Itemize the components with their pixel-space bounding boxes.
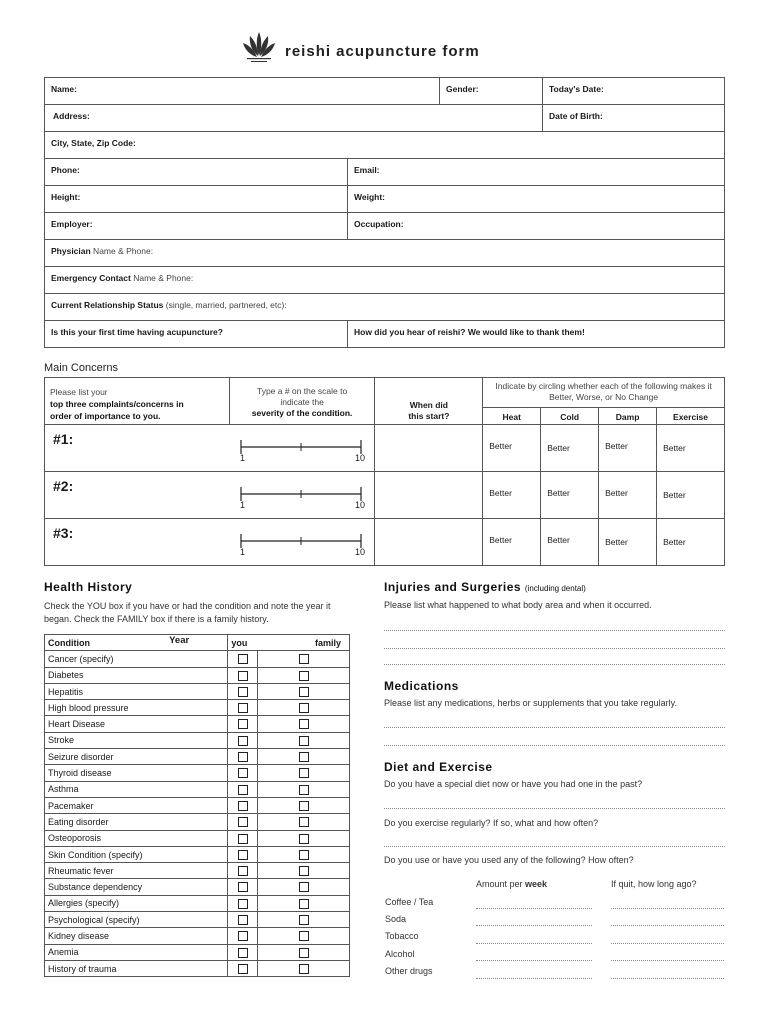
- heat-better[interactable]: Better: [483, 425, 541, 472]
- year-field[interactable]: [166, 749, 228, 765]
- you-checkbox[interactable]: [238, 736, 248, 746]
- cold-col-header: Cold: [541, 407, 599, 424]
- todays-date-field[interactable]: Today's Date:: [543, 78, 725, 105]
- exercise-line[interactable]: [384, 846, 725, 847]
- exercise-better[interactable]: Better: [657, 425, 725, 472]
- family-checkbox-cell[interactable]: [258, 765, 350, 781]
- table-row: [45, 863, 350, 879]
- dob-field[interactable]: Date of Birth:: [543, 105, 725, 132]
- heat-better[interactable]: Better: [483, 472, 541, 519]
- you-checkbox-cell[interactable]: [228, 765, 258, 781]
- table-row: [45, 749, 350, 765]
- concern-row-2[interactable]: #2: 1 10: [45, 472, 375, 519]
- condition-name: Pacemaker: [45, 797, 167, 813]
- severity-scale[interactable]: [240, 487, 362, 501]
- you-checkbox[interactable]: [238, 931, 248, 941]
- name-field[interactable]: Name:: [45, 78, 440, 105]
- phone-field[interactable]: Phone:: [45, 159, 348, 186]
- form-title: reishi acupuncture form: [285, 43, 480, 60]
- family-checkbox[interactable]: [299, 736, 309, 746]
- you-checkbox[interactable]: [238, 654, 248, 664]
- you-checkbox-cell[interactable]: [228, 912, 258, 928]
- condition-name: Kidney disease: [45, 928, 167, 944]
- if-quit-header: If quit, how long ago?: [611, 879, 697, 889]
- substances-question: Do you use or have you used any of the following? How often?: [384, 855, 634, 865]
- if-quit-line[interactable]: [611, 925, 724, 926]
- family-checkbox-cell[interactable]: [258, 797, 350, 813]
- family-checkbox-cell[interactable]: [258, 895, 350, 911]
- you-checkbox[interactable]: [238, 768, 248, 778]
- year-field[interactable]: [166, 928, 228, 944]
- if-quit-line[interactable]: [611, 943, 724, 944]
- year-field[interactable]: [166, 797, 228, 813]
- table-row: [45, 781, 350, 797]
- table-row: [45, 765, 350, 781]
- condition-name: Diabetes: [45, 667, 167, 683]
- year-field[interactable]: [166, 879, 228, 895]
- condition-name: Psychological (specify): [45, 912, 167, 928]
- severity-scale[interactable]: [240, 440, 362, 454]
- heat-better[interactable]: Better: [483, 519, 541, 566]
- family-checkbox-cell[interactable]: [258, 912, 350, 928]
- family-checkbox[interactable]: [299, 915, 309, 925]
- form-header: [0, 28, 770, 68]
- you-checkbox[interactable]: [238, 703, 248, 713]
- heat-col-header: Heat: [483, 407, 541, 424]
- family-checkbox-cell[interactable]: [258, 879, 350, 895]
- you-col-header: you: [228, 635, 258, 651]
- family-checkbox[interactable]: [299, 801, 309, 811]
- amount-per-week-line[interactable]: [476, 908, 592, 909]
- condition-name: Stroke: [45, 732, 167, 748]
- you-checkbox-cell[interactable]: [228, 732, 258, 748]
- year-field[interactable]: [166, 700, 228, 716]
- year-field[interactable]: [166, 765, 228, 781]
- start-field[interactable]: [375, 472, 483, 519]
- family-checkbox-cell[interactable]: [258, 749, 350, 765]
- you-checkbox-cell[interactable]: [228, 879, 258, 895]
- family-checkbox[interactable]: [299, 948, 309, 958]
- family-checkbox-cell[interactable]: [258, 683, 350, 699]
- condition-name: Cancer (specify): [45, 651, 167, 667]
- family-checkbox[interactable]: [299, 882, 309, 892]
- condition-name: High blood pressure: [45, 700, 167, 716]
- family-checkbox[interactable]: [299, 687, 309, 697]
- year-field[interactable]: [166, 830, 228, 846]
- you-checkbox[interactable]: [238, 948, 248, 958]
- cold-better[interactable]: Better: [541, 519, 599, 566]
- table-row: [45, 944, 350, 960]
- concern-row-1[interactable]: #1: 1 10: [45, 425, 375, 472]
- table-row: [45, 716, 350, 732]
- amount-per-week-line[interactable]: [476, 943, 592, 944]
- you-checkbox-cell[interactable]: [228, 830, 258, 846]
- city-field[interactable]: City, State, Zip Code:: [45, 132, 725, 159]
- you-checkbox[interactable]: [238, 817, 248, 827]
- start-col-header: When did this start?: [375, 378, 483, 425]
- table-row: [45, 928, 350, 944]
- if-quit-line[interactable]: [611, 908, 724, 909]
- you-checkbox-cell[interactable]: [228, 781, 258, 797]
- family-checkbox[interactable]: [299, 834, 309, 844]
- injuries-heading: Injuries and Surgeries (including dental): [384, 580, 586, 594]
- damp-better[interactable]: Better: [599, 425, 657, 472]
- health-history-description: Check the YOU box if you have or had the condition and note the year it began. Check the FAMILY box if there is a family history.: [44, 601, 331, 624]
- family-checkbox-cell[interactable]: [258, 700, 350, 716]
- family-checkbox[interactable]: [299, 703, 309, 713]
- year-field[interactable]: [166, 781, 228, 797]
- year-field[interactable]: [166, 895, 228, 911]
- you-checkbox[interactable]: [238, 850, 248, 860]
- cold-better[interactable]: Better: [541, 425, 599, 472]
- referral-field[interactable]: How did you hear of reishi? We would like to thank them!: [348, 321, 725, 348]
- emergency-contact-field[interactable]: Emergency Contact Name & Phone:: [45, 267, 725, 294]
- you-checkbox-cell[interactable]: [228, 700, 258, 716]
- diet-question: Do you have a special diet now or have you had one in the past?: [384, 779, 643, 789]
- you-checkbox[interactable]: [238, 899, 248, 909]
- substance-label: Coffee / Tea: [385, 897, 434, 907]
- family-checkbox-cell[interactable]: [258, 716, 350, 732]
- family-checkbox-cell[interactable]: [258, 830, 350, 846]
- condition-name: Thyroid disease: [45, 765, 167, 781]
- table-row: [45, 700, 350, 716]
- amount-per-week-line[interactable]: [476, 925, 592, 926]
- table-row: [45, 732, 350, 748]
- year-field[interactable]: [166, 944, 228, 960]
- amount-per-week-header: Amount per week: [476, 879, 548, 889]
- table-row: [45, 797, 350, 813]
- year-col-header: Year: [166, 635, 228, 651]
- start-field[interactable]: [375, 519, 483, 566]
- injuries-line[interactable]: [384, 664, 725, 665]
- condition-name: Substance dependency: [45, 879, 167, 895]
- condition-name: Seizure disorder: [45, 749, 167, 765]
- table-row: [45, 683, 350, 699]
- family-checkbox[interactable]: [299, 817, 309, 827]
- you-checkbox[interactable]: [238, 882, 248, 892]
- height-field[interactable]: Height:: [45, 186, 348, 213]
- family-checkbox[interactable]: [299, 850, 309, 860]
- year-field[interactable]: [166, 960, 228, 976]
- family-checkbox-cell[interactable]: [258, 667, 350, 683]
- family-checkbox[interactable]: [299, 964, 309, 974]
- family-checkbox-cell[interactable]: [258, 781, 350, 797]
- condition-name: Allergies (specify): [45, 895, 167, 911]
- exercise-question: Do you exercise regularly? If so, what and how often?: [384, 818, 599, 828]
- table-row: [45, 814, 350, 830]
- year-field[interactable]: [166, 683, 228, 699]
- relationship-status-field[interactable]: Current Relationship Status (single, married, partnered, etc):: [45, 294, 725, 321]
- health-history-table: [44, 634, 350, 977]
- substance-label: Alcohol: [385, 949, 415, 959]
- employer-field[interactable]: Employer:: [45, 213, 348, 240]
- substance-label: Other drugs: [385, 966, 433, 976]
- you-checkbox[interactable]: [238, 752, 248, 762]
- you-checkbox-cell[interactable]: [228, 895, 258, 911]
- severity-col-header: Type a # on the scale to indicate the severity of the condition.: [229, 378, 375, 425]
- condition-name: Eating disorder: [45, 814, 167, 830]
- condition-name: Anemia: [45, 944, 167, 960]
- condition-name: Osteoporosis: [45, 830, 167, 846]
- injuries-line[interactable]: [384, 630, 725, 631]
- year-field[interactable]: [166, 732, 228, 748]
- you-checkbox-cell[interactable]: [228, 651, 258, 667]
- patient-info-table: [44, 77, 725, 348]
- year-field[interactable]: [166, 651, 228, 667]
- diet-exercise-heading: Diet and Exercise: [384, 760, 493, 774]
- table-row: [45, 960, 350, 976]
- family-checkbox[interactable]: [299, 899, 309, 909]
- condition-name: History of trauma: [45, 960, 167, 976]
- injuries-instructions: Please list what happened to what body area and when it occurred.: [384, 600, 652, 610]
- year-field[interactable]: [166, 716, 228, 732]
- family-checkbox[interactable]: [299, 931, 309, 941]
- family-col-header: family: [258, 635, 350, 651]
- you-checkbox-cell[interactable]: [228, 683, 258, 699]
- table-row: [45, 895, 350, 911]
- year-field[interactable]: [166, 814, 228, 830]
- concern-row-3[interactable]: #3: 1 10: [45, 519, 375, 566]
- table-row: [45, 830, 350, 846]
- you-checkbox-cell[interactable]: [228, 960, 258, 976]
- you-checkbox-cell[interactable]: [228, 797, 258, 813]
- damp-better[interactable]: Better: [599, 519, 657, 566]
- you-checkbox-cell[interactable]: [228, 716, 258, 732]
- you-checkbox-cell[interactable]: [228, 928, 258, 944]
- physician-field[interactable]: Physician Name & Phone:: [45, 240, 725, 267]
- weight-field[interactable]: Weight:: [348, 186, 725, 213]
- year-field[interactable]: [166, 863, 228, 879]
- you-checkbox[interactable]: [238, 964, 248, 974]
- occupation-field[interactable]: Occupation:: [348, 213, 725, 240]
- you-checkbox-cell[interactable]: [228, 944, 258, 960]
- severity-scale[interactable]: [240, 534, 362, 548]
- family-checkbox[interactable]: [299, 768, 309, 778]
- exercise-col-header: Exercise: [657, 407, 725, 424]
- exercise-better[interactable]: Better: [657, 472, 725, 519]
- you-checkbox-cell[interactable]: [228, 749, 258, 765]
- medications-line[interactable]: [384, 745, 725, 746]
- year-field[interactable]: [166, 667, 228, 683]
- address-field[interactable]: Address:: [45, 105, 543, 132]
- condition-name: Heart Disease: [45, 716, 167, 732]
- main-concerns-heading: Main Concerns: [44, 362, 118, 374]
- main-concerns-table: [44, 377, 725, 566]
- family-checkbox-cell[interactable]: [258, 944, 350, 960]
- injuries-line[interactable]: [384, 648, 725, 649]
- you-checkbox[interactable]: [238, 719, 248, 729]
- substance-label: Soda: [385, 914, 407, 924]
- cold-better[interactable]: Better: [541, 472, 599, 519]
- health-history-heading: Health History: [44, 580, 133, 594]
- family-checkbox-cell[interactable]: [258, 814, 350, 830]
- family-checkbox-cell[interactable]: [258, 928, 350, 944]
- you-checkbox[interactable]: [238, 687, 248, 697]
- you-checkbox[interactable]: [238, 915, 248, 925]
- condition-name: Hepatitis: [45, 683, 167, 699]
- family-checkbox-cell[interactable]: [258, 960, 350, 976]
- medications-line[interactable]: [384, 727, 725, 728]
- year-field[interactable]: [166, 912, 228, 928]
- condition-name: Skin Condition (specify): [45, 846, 167, 862]
- table-row: [45, 667, 350, 683]
- you-checkbox-cell[interactable]: [228, 814, 258, 830]
- table-row: [45, 912, 350, 928]
- condition-name: Rheumatic fever: [45, 863, 167, 879]
- table-row: [45, 651, 350, 667]
- you-checkbox[interactable]: [238, 671, 248, 681]
- you-checkbox[interactable]: [238, 801, 248, 811]
- exercise-better[interactable]: Better: [657, 519, 725, 566]
- amount-per-week-line[interactable]: [476, 960, 592, 961]
- medications-heading: Medications: [384, 679, 459, 693]
- you-checkbox[interactable]: [238, 785, 248, 795]
- family-checkbox[interactable]: [299, 719, 309, 729]
- gender-field[interactable]: Gender:: [440, 78, 543, 105]
- damp-col-header: Damp: [599, 407, 657, 424]
- start-field[interactable]: [375, 425, 483, 472]
- if-quit-line[interactable]: [611, 978, 724, 979]
- you-checkbox[interactable]: [238, 834, 248, 844]
- table-row: [45, 879, 350, 895]
- family-checkbox-cell[interactable]: [258, 732, 350, 748]
- indicate-header: Indicate by circling whether each of the following makes it Better, Worse, or No Change: [483, 378, 725, 408]
- condition-name: Asthma: [45, 781, 167, 797]
- you-checkbox-cell[interactable]: [228, 667, 258, 683]
- year-field[interactable]: [166, 846, 228, 862]
- family-checkbox-cell[interactable]: [258, 846, 350, 862]
- diet-line[interactable]: [384, 808, 725, 809]
- family-checkbox[interactable]: [299, 654, 309, 664]
- lotus-logo-icon: [239, 30, 279, 64]
- if-quit-line[interactable]: [611, 960, 724, 961]
- condition-col-header: Condition: [45, 635, 167, 651]
- you-checkbox[interactable]: [238, 866, 248, 876]
- email-field[interactable]: Email:: [348, 159, 725, 186]
- medications-instructions: Please list any medications, herbs or supplements that you take regularly.: [384, 698, 677, 708]
- family-checkbox[interactable]: [299, 785, 309, 795]
- you-checkbox-cell[interactable]: [228, 863, 258, 879]
- family-checkbox[interactable]: [299, 866, 309, 876]
- family-checkbox[interactable]: [299, 752, 309, 762]
- family-checkbox-cell[interactable]: [258, 863, 350, 879]
- family-checkbox-cell[interactable]: [258, 651, 350, 667]
- concerns-col-header: Please list your top three complaints/concerns in order of importance to you.: [45, 378, 230, 425]
- substance-label: Tobacco: [385, 931, 419, 941]
- table-row: [45, 846, 350, 862]
- amount-per-week-line[interactable]: [476, 978, 592, 979]
- you-checkbox-cell[interactable]: [228, 846, 258, 862]
- first-time-field[interactable]: Is this your first time having acupuncture?: [45, 321, 348, 348]
- family-checkbox[interactable]: [299, 671, 309, 681]
- damp-better[interactable]: Better: [599, 472, 657, 519]
